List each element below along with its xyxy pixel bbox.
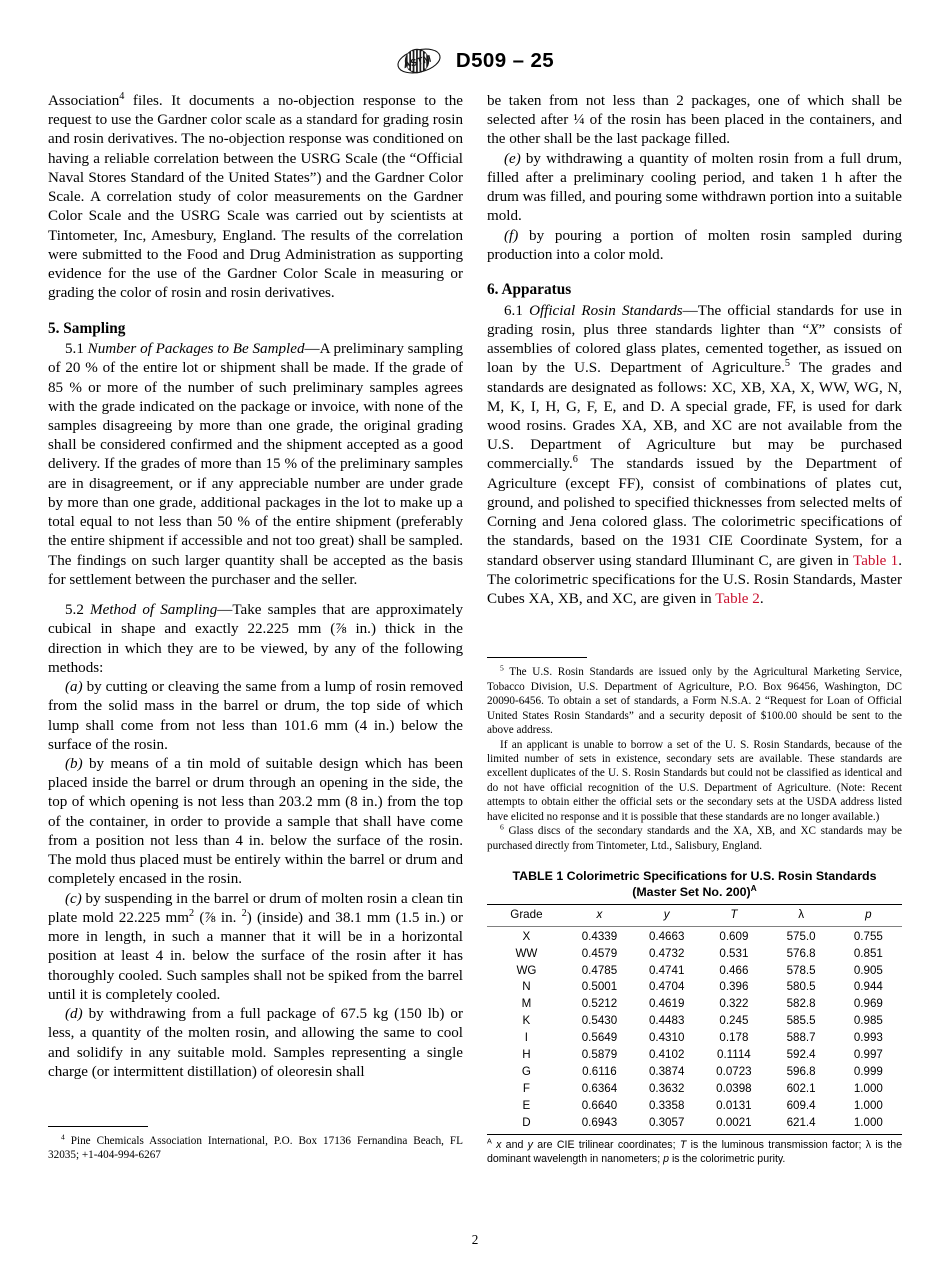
cell-purity: 0.997 — [853, 1048, 883, 1062]
footnote-4: $^4$ Pine Chemicals Association International, P.O. Box 17136 Fernandina Beach, FL 32035; +1-404-994-6267 — [48, 1132, 463, 1162]
footnotes-right — [487, 665, 902, 853]
cell-transmission: 0.0398 — [716, 1082, 752, 1096]
svg-text:ASTM: ASTM — [402, 53, 433, 72]
table-row — [487, 1064, 902, 1081]
cell-y: 0.4663 — [648, 929, 685, 943]
table-1-title — [487, 869, 902, 900]
cell-grade: H — [522, 1048, 531, 1062]
cell-x: 0.6640 — [581, 1099, 618, 1113]
column-header-lambda: λ — [768, 905, 835, 926]
cell-grade: WW — [515, 946, 538, 960]
cell-x: 0.5430 — [581, 1014, 618, 1028]
paragraph-5-2-d: (d) by withdrawing from a full package of 67.5 kg (150 lb) or less, a quantity of the molten rosin, and allowing the same to cool and solidify in any suitable mold. Samples representing a single charge (or intermittent distillation) of oleoresin shall — [48, 1006, 463, 1080]
cell-grade: M — [521, 997, 532, 1011]
footnote-separator-right — [487, 657, 587, 658]
astm-logo-icon — [396, 44, 442, 78]
cell-wavelength: 596.8 — [786, 1065, 816, 1079]
cell-x: 0.4579 — [581, 946, 618, 960]
page-number: 2 — [471, 1232, 479, 1247]
cell-y: 0.4619 — [648, 997, 685, 1011]
page-header — [0, 44, 950, 78]
table-1 — [487, 904, 902, 1135]
paragraph-association-continued: Association$^4$ files. It documents a no-objection response to the request to use the Gardner color scale as a standard for grading rosin and rosin derivatives. The no-objection response was conditioned on having a reliable correlation between the USRG Scale (the “Official Naval Stores Standard of the United States”) and the Gardner Color Scale. A correlation study of color measurements on the Gardner Color Scale and the USRG Scale was carried out by scientists at Tintometer, Inc, Amesbury, England. The results of the correlation were submitted to the Food and Drug Administration as supporting evidence for the use of the Gardner Color Scale in measuring or grading the color of rosin and rosin derivatives. — [48, 90, 463, 302]
cell-wavelength: 602.1 — [786, 1082, 816, 1096]
table-row — [487, 996, 902, 1013]
column-header-grade: Grade — [487, 905, 566, 926]
table-row — [487, 1013, 902, 1030]
cell-wavelength: 592.4 — [786, 1048, 816, 1062]
cell-transmission: 0.0021 — [700, 1115, 767, 1134]
paragraph-5-2-b: (b) by means of a tin mold of suitable design which has been placed inside the barrel or drum through an opening in the side, the top of which opening is not less than 203.2 mm (8 in.) from the top of the container, in order to provide a sample that shall have come from a position not less than 4 in. below the surface of the rosin. The mold thus placed must be entirely within the barrel or drum and completely encased in the rosin. — [48, 756, 463, 888]
paragraph-5-2-e: (e) by withdrawing a quantity of molten rosin from a full drum, filled after a preliminary cooling period, and taken 1 h after the drum was filled, and pouring some withdrawn portion into a suitable mold. — [487, 150, 902, 225]
footnote-5: $^5$ The U.S. Rosin Standards are issued only by the Agricultural Marketing Service, Tobacco Division, U.S. Department of Agriculture, P.O. Box 96456, Washington, DC 20090-6456. To obtain a set of standards, a Form N.S.A. 2 “Request for Loan of Official United States Rosin Standards” and a security deposit of $100.00 should be sent to the above address. — [487, 663, 902, 737]
body-columns — [48, 92, 902, 1167]
cell-transmission: 0.531 — [719, 946, 749, 960]
cell-transmission: 0.0723 — [716, 1065, 752, 1079]
document-designation: D509 – 25 — [455, 49, 555, 72]
cell-transmission: 0.0131 — [716, 1099, 752, 1113]
cell-transmission: 0.466 — [719, 963, 749, 977]
cell-purity: 0.985 — [853, 1014, 883, 1028]
cell-purity: 0.993 — [853, 1031, 883, 1045]
table-row — [487, 1115, 902, 1134]
cell-transmission: 0.322 — [719, 997, 749, 1011]
cell-wavelength: 576.8 — [786, 946, 816, 960]
table-1-head — [487, 905, 902, 926]
table-row — [487, 926, 902, 945]
table-row — [487, 945, 902, 962]
cell-transmission: 0.245 — [719, 1014, 749, 1028]
cell-wavelength: 585.5 — [786, 1014, 816, 1028]
cell-y: 0.4483 — [648, 1014, 685, 1028]
paragraph-5-1: 5.1 Number of Packages to Be Sampled—A preliminary sampling of 20 % of the entire lot or shipment shall be made. If the grade of 85 % or more of the number of such preliminary samples agrees with the grade indicated on the package or invoice, with none of the samples disagreeing by more than one grade, the original grading shall be considered confirmed and the shipment accepted as a good delivery. If the grades of more than 15 % of the preliminary samples are in disagreement, or if any appreciable number are under grade by more than one grade, additional packages in the lot to make up a total equal to not less than 50 % of the entire shipment (preferably the entire shipment if accessible and not too great) shall be sampled. The findings on such larger quantity shall be accepted as the basis for settlement between the purchaser and the seller. — [48, 341, 464, 588]
left-column — [48, 92, 463, 1163]
footnote-6: $^6$ Glass discs of the secondary standards and the XA, XB, and XC standards may be purchased directly from Tintometer, Ltd., Salisbury, England. — [487, 822, 902, 852]
paragraph-5-2-c: (c) by suspending in the barrel or drum of molten rosin a clean tin plate mold 22.225 $mm^2$ (⅞ in. $^2$) (inside) and 38.1 mm (1.5 in.) or more in length, in such a manner that it will be in a horizontal position at least 4 in. below the surface of the rosin after it has thoroughly cooled. Such samples shall not be spiked from the barrel until it is completely cooled. — [48, 890, 463, 1003]
cell-grade: K — [522, 1014, 531, 1028]
cell-transmission: 0.178 — [719, 1031, 749, 1045]
cell-grade: I — [524, 1031, 529, 1045]
cell-x: 0.5879 — [581, 1048, 618, 1062]
cell-grade: WG — [516, 963, 537, 977]
table-1-body — [487, 926, 902, 1134]
table-header-row — [487, 905, 902, 926]
cell-transmission: 0.396 — [719, 980, 749, 994]
footnotes-left — [48, 1134, 463, 1163]
footnote-separator-left — [48, 1126, 148, 1127]
cell-purity: 0.969 — [853, 997, 883, 1011]
table-1-footnote-A: $^A$ x and y are CIE trilinear coordinates; T is the luminous transmission factor; λ is the dominant wavelength in nanometers; p is the colorimetric purity. — [487, 1136, 902, 1165]
cell-wavelength: 575.0 — [786, 929, 816, 943]
cell-purity: 0.851 — [853, 946, 883, 960]
table-1-title-line-2: (Master Set No. 200)$^A$ — [632, 882, 757, 899]
cell-x: 0.5649 — [581, 1031, 618, 1045]
cell-y: 0.4704 — [648, 980, 685, 994]
table-row — [487, 1030, 902, 1047]
cell-grade: E — [522, 1099, 531, 1113]
table-row — [487, 1081, 902, 1098]
cell-grade: F — [522, 1082, 530, 1096]
heading-section-6: 6. Apparatus — [487, 281, 572, 299]
cell-x: 0.5212 — [581, 997, 618, 1011]
table-row — [487, 1098, 902, 1115]
cell-grade: G — [521, 1065, 531, 1079]
cell-wavelength: 580.5 — [786, 980, 816, 994]
paragraph-5-2-f: (f) by pouring a portion of molten rosin sampled during production into a color mold. — [487, 227, 902, 263]
table-row — [487, 979, 902, 996]
paragraph-5-2: 5.2 Method of Sampling—Take samples that are approximately cubical in shape and exactly 22.225 mm (⅞ in.) thick in the direction in which they are to be viewed, by any of the following methods: — [48, 602, 464, 676]
cell-y: 0.4741 — [648, 963, 685, 977]
cell-wavelength: 588.7 — [786, 1031, 816, 1045]
cell-purity: 1.000 — [835, 1115, 902, 1134]
cell-wavelength: 582.8 — [786, 997, 816, 1011]
table-row — [487, 1047, 902, 1064]
cell-purity: 0.755 — [853, 929, 883, 943]
cell-y: 0.3358 — [648, 1099, 685, 1113]
paragraph-packages-continued: be taken from not less than 2 packages, one of which shall be selected after ¼ of the rosin has been placed in the containers, and the other shall be the last package filled. — [487, 93, 902, 148]
column-header-x: x — [566, 905, 633, 926]
cell-y: 0.3632 — [648, 1082, 685, 1096]
footnote-5-continued: If an applicant is unable to borrow a set of the U. S. Rosin Standards, because of the limited number of sets in existence, secondary sets are available. These standards are excellent duplicates of the U. S. Rosin Standards but could not be classified as identical and do not have official recognition of the U.S. Department of Agriculture. (Note: Recent attempts to obtain either the official sets or the secondary sets at the USDA address listed have elicited no response and it is possible that these standards are no longer available.) — [487, 738, 902, 823]
cell-purity: 0.905 — [853, 963, 883, 977]
cell-wavelength: 621.4 — [768, 1115, 835, 1134]
table-1-title-line-1: TABLE 1 Colorimetric Specifications for U.S. Rosin Standards — [512, 869, 877, 884]
cell-wavelength: 578.5 — [786, 963, 816, 977]
cell-y: 0.3874 — [648, 1065, 685, 1079]
cell-y: 0.4310 — [648, 1031, 685, 1045]
cell-x: 0.6943 — [566, 1115, 633, 1134]
cell-purity: 0.944 — [853, 980, 883, 994]
table-1-container — [487, 869, 902, 1167]
column-header-y: y — [633, 905, 700, 926]
cell-transmission: 0.1114 — [717, 1048, 751, 1062]
cell-grade: N — [522, 980, 531, 994]
heading-section-5: 5. Sampling — [48, 319, 126, 337]
cell-x: 0.4785 — [581, 963, 618, 977]
cell-purity: 1.000 — [853, 1082, 883, 1096]
right-column — [487, 92, 902, 1167]
cell-y: 0.4102 — [648, 1048, 685, 1062]
cell-x: 0.4339 — [581, 929, 618, 943]
right-column-filler — [487, 609, 902, 653]
left-column-filler — [48, 1082, 463, 1122]
cell-x: 0.6116 — [582, 1065, 617, 1079]
paragraph-5-2-a: (a) by cutting or cleaving the same from a lump of rosin removed from the solid mass in the barrel or drum, the top side of which lump shall come from not less than 101.6 mm (4 in.) below the surface of the rosin. — [48, 679, 463, 753]
cell-x: 0.5001 — [581, 980, 618, 994]
table-row — [487, 962, 902, 979]
cell-purity: 0.999 — [853, 1065, 883, 1079]
cell-grade: X — [522, 929, 531, 943]
paragraph-6-1: 6.1 Official Rosin Standards—The official standards for use in grading rosin, plus three standards lighter than “X” consists of assemblies of colored glass plates, cemented together, as issued on loan by the U.S. Department of Agriculture.$^5$ The grades and standards are designated as follows: XC, XB, XA, X, WW, WG, N, M, K, I, H, G, F, E, and D. A special grade, FF, is used for dark wood rosins. Grades XA, XB, and XC are not available from the U.S. Department of Agriculture but may be purchased commercially.$^6$ The standards issued by the Department of Agriculture (except FF), consist of combinations of plates cut, ground, and polished to specified thicknesses from selected melts of Corning and Jena colored glass. The colorimetric specifications of the standards, based on the 1931 CIE Coordinate System, for a standard observer using standard Illuminant C, are given in Table 1. The colorimetric specifications for the U.S. Rosin Standards, Master Cubes XA, XB, and XC, are given in Table 2. — [487, 302, 903, 608]
cell-grade: D — [487, 1115, 566, 1134]
cell-y: 0.4732 — [648, 946, 685, 960]
paragraph-spacer — [48, 590, 463, 601]
cell-x: 0.6364 — [581, 1082, 618, 1096]
cell-y: 0.3057 — [633, 1115, 700, 1134]
cell-transmission: 0.609 — [719, 929, 749, 943]
column-header-T: T — [700, 905, 767, 926]
cell-purity: 1.000 — [853, 1099, 883, 1113]
column-header-p: p — [835, 905, 902, 926]
cell-wavelength: 609.4 — [786, 1099, 816, 1113]
